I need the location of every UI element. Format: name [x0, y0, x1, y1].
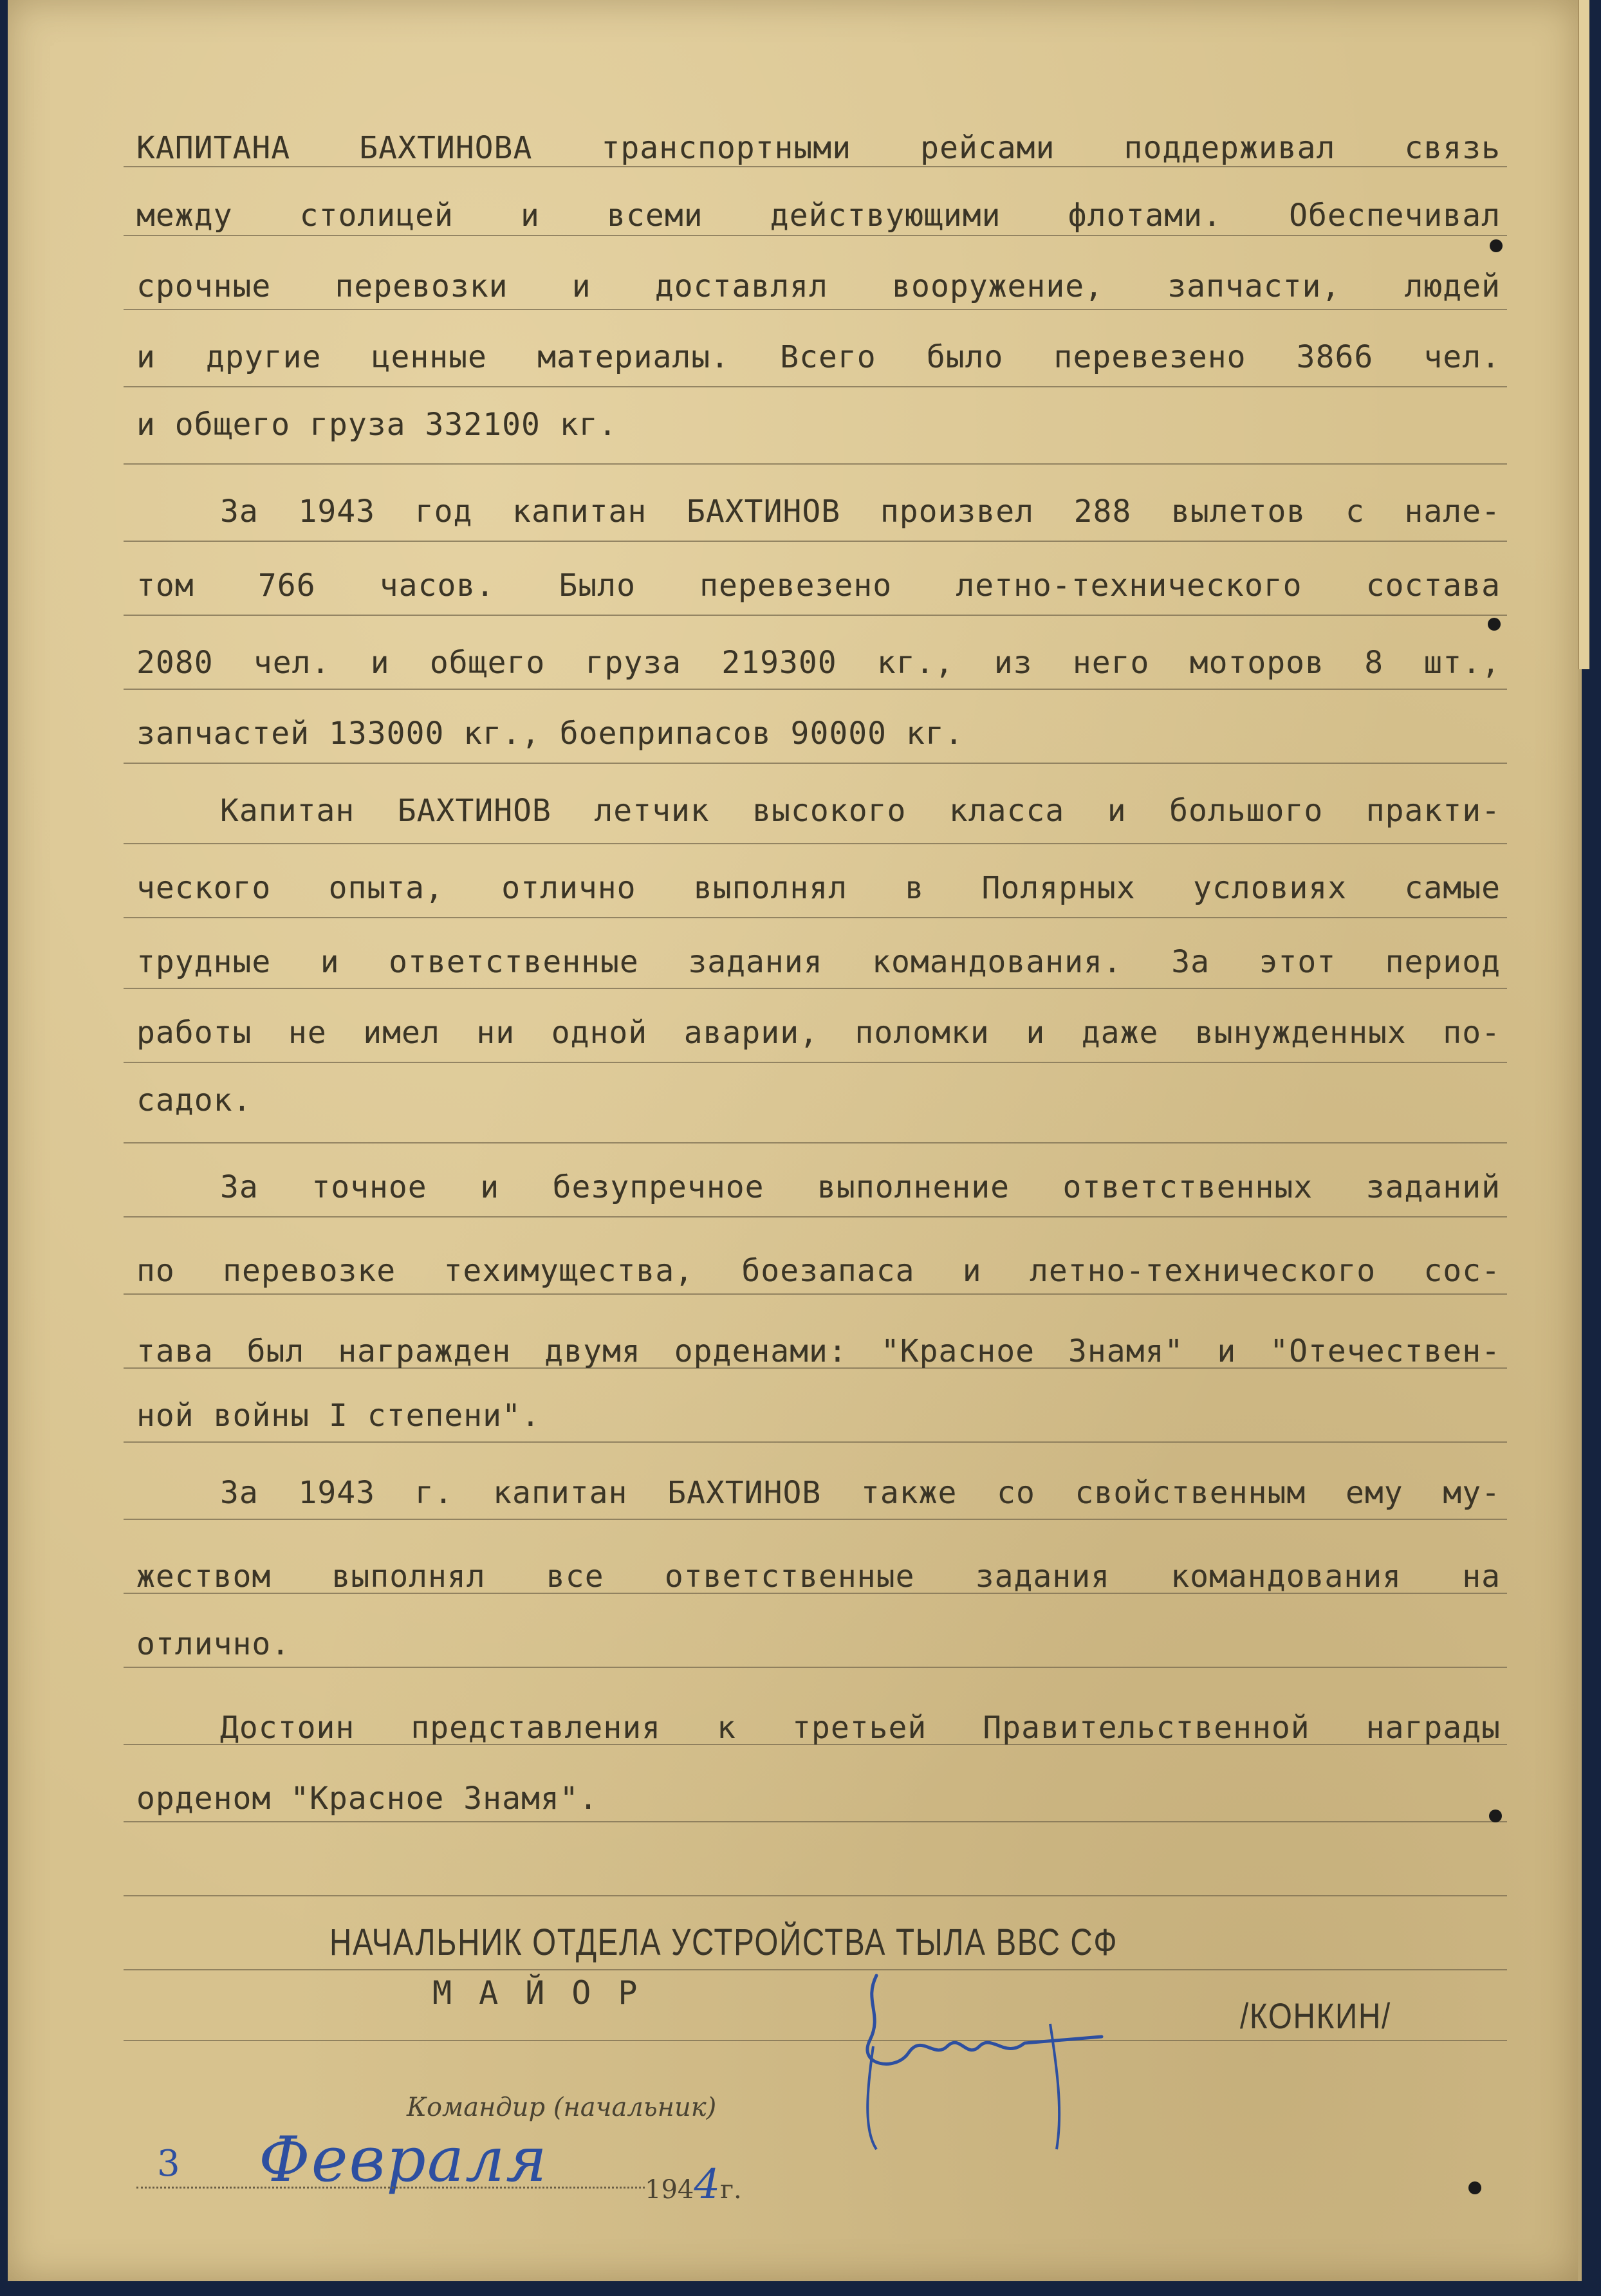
document-page [8, 0, 1582, 2281]
ruled-line [124, 917, 1507, 918]
text-line: 2080 чел. и общего груза 219300 кг., из него моторов 8 шт., [136, 645, 1501, 681]
text-line: Достоин представления к третьей Правительственной награды [220, 1710, 1501, 1746]
text-line: За 1943 год капитан БАХТИНОВ произвел 288 вылетов с нале- [220, 494, 1501, 530]
ruled-line [124, 689, 1507, 690]
ruled-line [124, 1519, 1507, 1520]
date-day: 3 [157, 2143, 180, 2185]
ruled-line [124, 1062, 1507, 1063]
text-line: КАПИТАНА БАХТИНОВА транспортными рейсами поддерживал связь [136, 130, 1501, 166]
ruled-line [124, 1895, 1507, 1896]
ruled-line [124, 843, 1507, 844]
text-line: жеством выполнял все ответственные задания командования на [136, 1559, 1501, 1595]
ruled-line [124, 309, 1507, 310]
text-line: тава был награжден двумя орденами: "Красное Знамя" и "Отечествен- [136, 1333, 1501, 1369]
text-line: отлично. [136, 1626, 291, 1662]
ruled-line [124, 1969, 1507, 1970]
pin-hole-mark [1489, 1810, 1502, 1822]
text-line: садок. [136, 1082, 252, 1118]
text-line: орденом "Красное Знамя". [136, 1781, 598, 1817]
ruled-line [124, 541, 1507, 542]
text-line: срочные перевозки и доставлял вооружение, запчасти, людей [136, 268, 1501, 304]
text-line: трудные и ответственные задания командования. За этот период [136, 944, 1501, 980]
ruled-line [124, 763, 1507, 764]
signatory-rank: МАЙОР [432, 1974, 665, 2012]
signatory-name: /КОНКИН/ [1240, 1995, 1391, 2036]
pin-hole-mark [1490, 239, 1503, 252]
text-line: и общего груза 332100 кг. [136, 407, 618, 443]
commander-label: Командир (начальник) [407, 2093, 717, 2122]
ruled-line [124, 1441, 1507, 1443]
handwritten-signature [838, 1963, 1134, 2156]
text-line: Капитан БАХТИНОВ летчик высокого класса и большого практи- [220, 793, 1501, 829]
ruled-line [124, 463, 1507, 465]
text-line: и другие ценные материалы. Всего было перевезено 3866 чел. [136, 339, 1501, 375]
ruled-line [124, 1293, 1507, 1295]
text-line: по перевозке техимущества, боезапаса и летно-технического сос- [136, 1253, 1501, 1289]
date-year-suffix: 4 [694, 2161, 721, 2208]
page-edge-fold [1578, 0, 1589, 669]
ruled-line [124, 235, 1507, 236]
text-line: ной войны I степени". [136, 1398, 541, 1434]
date-dotted-line [136, 2187, 645, 2189]
pin-hole-mark [1468, 2181, 1481, 2194]
text-line: За 1943 г. капитан БАХТИНОВ также со свойственным ему му- [220, 1475, 1501, 1511]
text-line: том 766 часов. Было перевезено летно-технического состава [136, 568, 1501, 604]
text-line: работы не имел ни одной аварии, поломки и даже вынужденных по- [136, 1015, 1501, 1051]
text-line: За точное и безупречное выполнение ответственных заданий [220, 1169, 1501, 1205]
pin-hole-mark [1488, 618, 1501, 631]
date-year-unit: г. [720, 2175, 742, 2205]
text-line: запчастей 133000 кг., боеприпасов 90000 кг. [136, 716, 964, 752]
ruled-line [124, 615, 1507, 616]
text-line: ческого опыта, отлично выполнял в Полярных условиях самые [136, 870, 1501, 906]
date-year [645, 2161, 742, 2208]
ruled-line [124, 1821, 1507, 1822]
ruled-line [124, 2040, 1507, 2041]
date-month: Февраля [259, 2124, 548, 2196]
text-line: между столицей и всеми действующими флотами. Обеспечивал [136, 198, 1501, 234]
ruled-line [124, 386, 1507, 387]
ruled-line [124, 1142, 1507, 1143]
date-year-prefix: 194 [645, 2175, 694, 2205]
signatory-title: НАЧАЛЬНИК ОТДЕЛА УСТРОЙСТВА ТЫЛА ВВС СФ [329, 1921, 1118, 1963]
ruled-line [124, 988, 1507, 989]
ruled-line [124, 1216, 1507, 1217]
ruled-line [124, 1667, 1507, 1668]
